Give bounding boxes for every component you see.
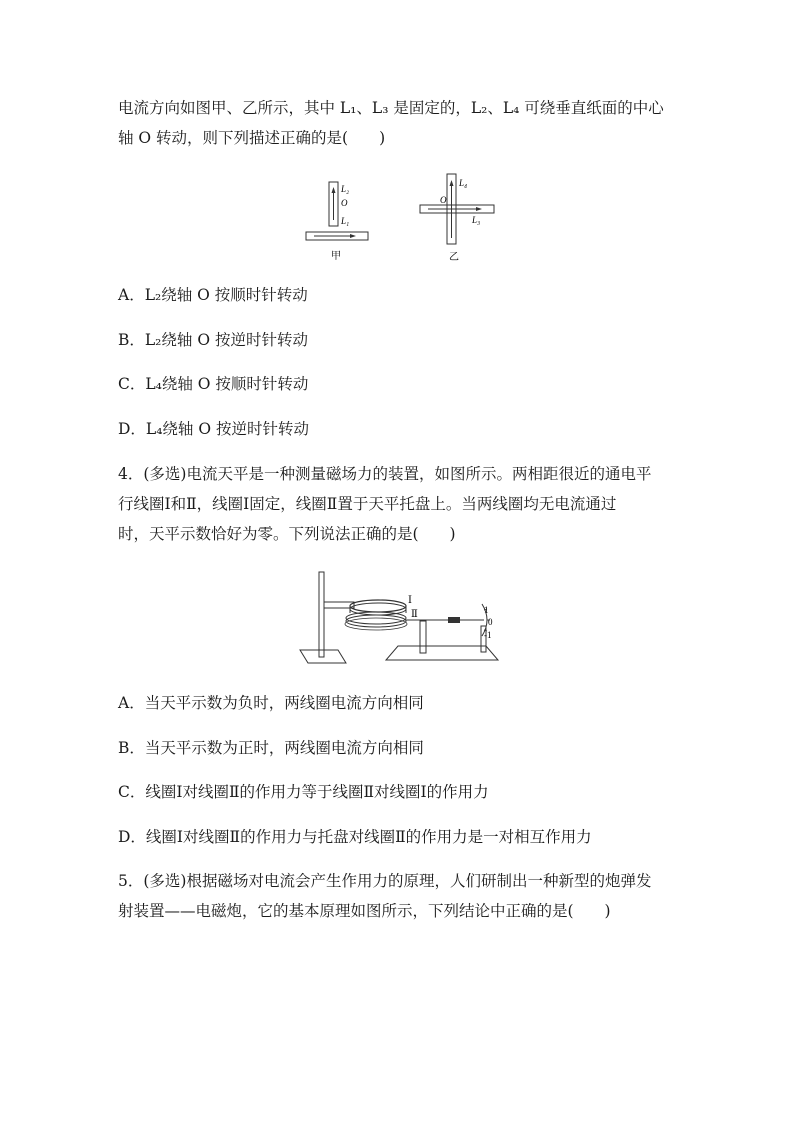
q3-stem-line-1: 电流方向如图甲、乙所示，其中 L₁、L₃ 是固定的，L₂、L₄ 可绕垂直纸面的中心 xyxy=(118,99,664,117)
q5-stem-line-1: 5．(多选)根据磁场对电流会产生作用力的原理，人们研制出一种新型的炮弹发 xyxy=(118,872,652,890)
balance-post xyxy=(420,621,426,653)
current-arrow-up-icon xyxy=(332,187,336,193)
caption-yi: 乙 xyxy=(449,252,459,263)
label-l2: L₂ xyxy=(341,184,350,194)
q4-stem-line-2: 行线圈Ⅰ和Ⅱ，线圈Ⅰ固定，线圈Ⅱ置于天平托盘上。当两线圈均无电流通过 xyxy=(118,495,617,513)
label-o: O xyxy=(440,195,447,205)
stand-pole xyxy=(319,572,324,657)
label-l3: L₃ xyxy=(472,215,481,225)
current-balance-figure xyxy=(298,566,504,670)
coil-1 xyxy=(350,600,406,612)
coil-label-2: Ⅱ xyxy=(411,609,418,620)
caption-jia: 甲 xyxy=(331,251,341,262)
beam-weight xyxy=(448,617,460,623)
coil-label-1: Ⅰ xyxy=(408,595,412,606)
q4-stem-line-1: 4．(多选)电流天平是一种测量磁场力的装置，如图所示。两相距很近的通电平 xyxy=(118,465,652,483)
current-arrow-right-icon xyxy=(476,207,482,211)
figure-jia xyxy=(300,178,376,266)
scale-label-minus-1: -1 xyxy=(484,630,492,640)
q3-option-b: B．L₂绕轴 O 按逆时针转动 xyxy=(118,331,308,349)
current-arrow-right-icon xyxy=(350,234,356,238)
q4-option-a: A．当天平示数为负时，两线圈电流方向相同 xyxy=(118,694,424,712)
q4-option-b: B．当天平示数为正时，两线圈电流方向相同 xyxy=(118,739,424,757)
q5-stem-line-2: 射装置——电磁炮，它的基本原理如图所示，下列结论中正确的是( ) xyxy=(118,902,611,920)
q4-option-c: C．线圈Ⅰ对线圈Ⅱ的作用力等于线圈Ⅱ对线圈Ⅰ的作用力 xyxy=(118,783,489,801)
q3-option-d: D．L₄绕轴 O 按逆时针转动 xyxy=(118,420,309,438)
q3-stem-line-2: 轴 O 转动，则下列描述正确的是( ) xyxy=(118,129,386,147)
label-o: O xyxy=(341,198,348,208)
label-l4: L₄ xyxy=(459,178,468,188)
q3-option-c: C．L₄绕轴 O 按顺时针转动 xyxy=(118,375,309,393)
scale-label-plus-1: 1 xyxy=(484,605,489,615)
q4-option-d: D．线圈Ⅰ对线圈Ⅱ的作用力与托盘对线圈Ⅱ的作用力是一对相互作用力 xyxy=(118,828,592,846)
scale-label-0: 0 xyxy=(488,617,493,627)
figure-yi xyxy=(414,170,500,266)
q4-stem-line-3: 时，天平示数恰好为零。下列说法正确的是( ) xyxy=(118,525,456,543)
label-l1: L₁ xyxy=(341,216,350,226)
current-arrow-up-icon xyxy=(450,180,454,186)
q3-option-a: A．L₂绕轴 O 按顺时针转动 xyxy=(118,286,308,304)
